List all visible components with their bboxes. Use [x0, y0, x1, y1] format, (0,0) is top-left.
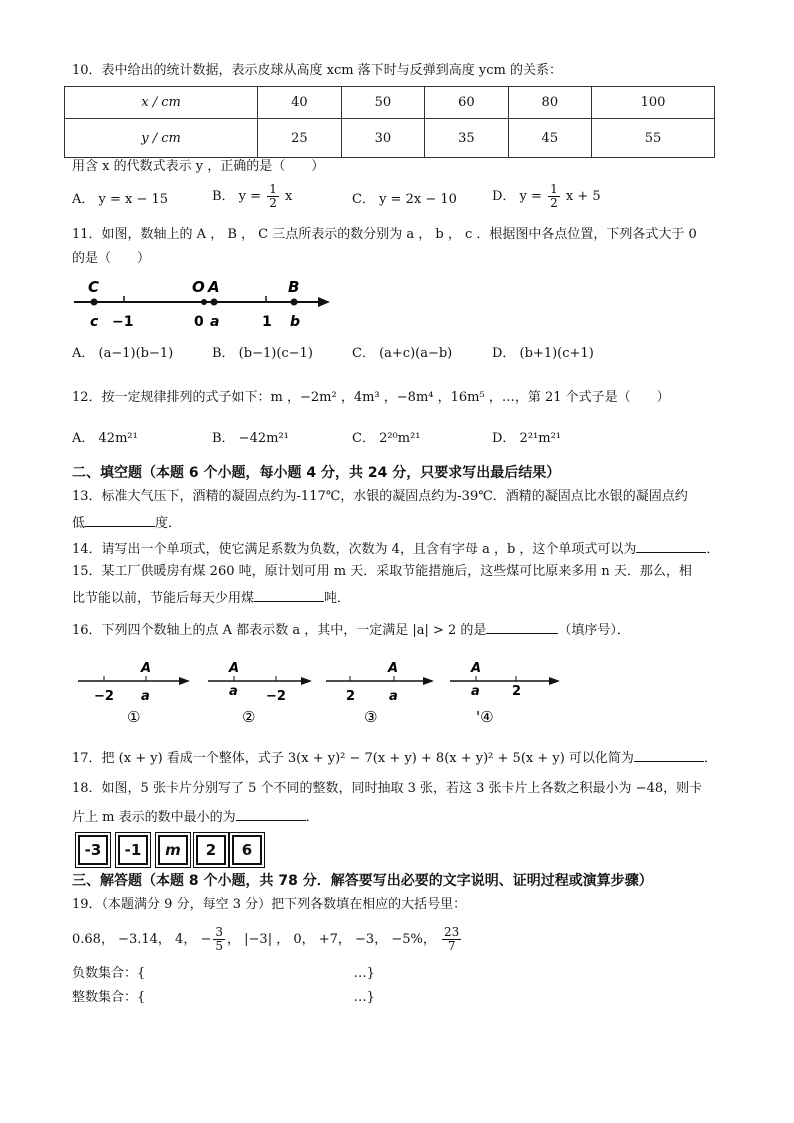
tick-1: 1: [262, 314, 272, 330]
tick-0: 0: [194, 314, 204, 330]
label-c: c: [90, 314, 99, 330]
text: ．: [703, 751, 717, 766]
text: ．: [706, 542, 720, 557]
q16-line: [72, 619, 630, 640]
text: −: [200, 932, 212, 947]
axis2-label: ②: [242, 708, 256, 726]
table-header-y: y / cm: [65, 119, 258, 158]
point-c: [91, 299, 98, 306]
text: ， |−3| ， 0， +7， −3， −5%，: [227, 932, 436, 947]
axis1-tick: −2: [94, 689, 114, 704]
answer-blank[interactable]: [634, 747, 704, 762]
table-cell: 60: [425, 87, 508, 119]
tick-minus1: −1: [112, 314, 134, 330]
axis2-point-label: A: [229, 661, 240, 676]
q10-data-table: [64, 86, 715, 158]
text: 比节能以前，节能后每天少用煤: [72, 591, 255, 606]
q19-integer-set: [72, 989, 375, 1007]
section2-heading: 二、填空题（本题 6 个小题，每小题 4 分，共 24 分，只要求写出最后结果）: [72, 465, 561, 481]
text: 16．下列四个数轴上的点 A 都表示数 a ，其中，一定满足 |a| > 2 的是: [72, 623, 487, 638]
set-end: …}: [353, 966, 375, 981]
table-cell: 55: [592, 119, 715, 158]
text: 0.68， −3.14， 4，: [72, 932, 197, 947]
table-cell: 50: [341, 87, 424, 119]
q15-line2: [72, 587, 350, 608]
table-cell: 80: [508, 87, 591, 119]
card-1: -3: [78, 835, 108, 865]
q15-line1: 15．某工厂供暖房有煤 260 吨，原计划可用 m 天．采取节能措施后，这些煤可比原来多用 n 天．那么，相: [72, 564, 692, 579]
axis1-point-label: A: [141, 661, 152, 676]
axis4-label: '④: [476, 708, 494, 726]
answer-blank[interactable]: [236, 806, 306, 821]
option-text: B． y =: [212, 189, 262, 204]
q11-option-a[interactable]: A． (a−1)(b−1): [72, 346, 174, 361]
axis4-point-value: a: [471, 684, 480, 699]
axis2-tick: −2: [266, 689, 286, 704]
q19-stem: 19．（本题满分 9 分，每空 3 分）把下列各数填在相应的大括号里：: [72, 897, 467, 912]
label-b: b: [290, 314, 301, 330]
label-C: C: [88, 278, 100, 296]
q12-option-b[interactable]: B． −42m²¹: [212, 431, 289, 446]
table-cell: 45: [508, 119, 591, 158]
axis1-label: ①: [127, 708, 141, 726]
fraction: $\frac{1}{2}$: [269, 182, 277, 210]
q12-stem: 12．按一定规律排列的式子如下：m ，−2m² ，4m³ ，−8m⁴ ，16m⁵ ，…，第 21 个式子是（ ）: [72, 390, 670, 405]
section3-heading: 三、解答题（本题 8 个小题，共 78 分．解答要写出必要的文字说明、证明过程或演算步骤）: [72, 873, 653, 889]
answer-blank[interactable]: [254, 587, 324, 602]
axis4-tick: 2: [512, 684, 522, 699]
card-5: 6: [232, 835, 262, 865]
set-label: 整数集合：{: [72, 990, 146, 1005]
label-a: a: [210, 314, 220, 330]
axis1-point-value: a: [141, 689, 150, 704]
set-label: 负数集合：{: [72, 966, 146, 981]
q10-question: 用含 x 的代数式表示 y ，正确的是（ ）: [72, 159, 325, 174]
fraction: $\frac{1}{2}$: [550, 182, 558, 210]
card-4: 2: [196, 835, 226, 865]
answer-blank[interactable]: [486, 619, 558, 634]
q11-stem-line2: 的是（ ）: [72, 251, 151, 266]
q10-stem: 10．表中给出的统计数据，表示皮球从高度 xcm 落下时与反弹到高度 ycm 的关系：: [72, 63, 562, 78]
axis2-point-value: a: [229, 684, 238, 699]
text: （填序号）．: [558, 623, 630, 638]
text: 度．: [155, 516, 182, 531]
label-B: B: [288, 278, 300, 296]
text: 17．把 (x + y) 看成一个整体，式子 3(x + y)² − 7(x + y) + 8(x + y)² + 5(x + y) 可以化简为: [72, 751, 634, 766]
axis3-label: ③: [364, 708, 378, 726]
axis3-point-label: A: [388, 661, 399, 676]
card-3: m: [158, 835, 188, 865]
q19-numbers: [72, 920, 463, 960]
q14-line: [72, 538, 719, 559]
text: 低: [72, 516, 86, 531]
label-A: A: [208, 278, 220, 296]
q12-option-d[interactable]: D． 2²¹m²¹: [492, 431, 561, 446]
answer-blank[interactable]: [636, 538, 706, 553]
q10-option-d[interactable]: [492, 183, 601, 210]
q12-option-c[interactable]: C． 2²⁰m²¹: [352, 431, 421, 446]
label-O: O: [192, 278, 205, 296]
card-2: -1: [118, 835, 148, 865]
table-cell: 40: [258, 87, 341, 119]
table-header-x: x / cm: [65, 87, 258, 119]
text: 吨．: [324, 591, 351, 606]
q11-option-c[interactable]: C． (a+c)(a−b): [352, 346, 453, 361]
q17-line: [72, 747, 717, 768]
text: ．: [305, 810, 319, 825]
point-b: [291, 299, 298, 306]
q11-number-line: [74, 276, 334, 334]
q18-line2: [72, 806, 319, 827]
table-cell: 25: [258, 119, 341, 158]
axis3-tick: 2: [346, 689, 356, 704]
q10-option-b[interactable]: [212, 183, 292, 210]
option-text: x + 5: [565, 189, 601, 204]
axis4-point-label: A: [471, 661, 482, 676]
point-a: [211, 299, 218, 306]
fraction: $\frac{3}{5}$: [215, 925, 224, 953]
answer-blank[interactable]: [85, 512, 155, 527]
q12-option-a[interactable]: A． 42m²¹: [72, 431, 138, 446]
point-o: [201, 299, 207, 305]
text: 片上 m 表示的数中最小的为: [72, 810, 236, 825]
set-end: …}: [353, 990, 375, 1005]
q13-line1: 13．标准大气压下，酒精的凝固点约为-117℃，水银的凝固点约为-39℃．酒精的凝固点比水银的凝固点约: [72, 489, 688, 504]
q10-option-c[interactable]: C． y = 2x − 10: [352, 192, 457, 207]
q19-negative-set: [72, 965, 375, 983]
option-text: x: [284, 189, 293, 204]
q11-option-d[interactable]: D． (b+1)(c+1): [492, 346, 594, 361]
option-text: D． y =: [492, 189, 542, 204]
q10-option-a[interactable]: A． y = x − 15: [72, 192, 169, 207]
q13-line2: [72, 512, 181, 533]
table-row: [65, 119, 715, 158]
q11-stem-line1: 11．如图，数轴上的 A ， B ， C 三点所表示的数分别为 a ， b ， c ．根据图中各点位置，下列各式大于 0: [72, 227, 697, 242]
q11-option-b[interactable]: B． (b−1)(c−1): [212, 346, 313, 361]
fraction: $\frac{23}{7}$: [444, 925, 460, 953]
text: 14．请写出一个单项式，使它满足系数为负数，次数为 4，且含有字母 a ，b ，这个单项式可以为: [72, 542, 637, 557]
table-cell: 30: [341, 119, 424, 158]
q16-number-lines: [74, 658, 564, 728]
q18-line1: 18．如图，5 张卡片分别写了 5 个不同的整数，同时抽取 3 张，若这 3 张卡片上各数之积最小为 −48，则卡: [72, 781, 703, 796]
axis3-point-value: a: [389, 689, 398, 704]
table-cell: 35: [425, 119, 508, 158]
table-row: [65, 87, 715, 119]
table-cell: 100: [592, 87, 715, 119]
